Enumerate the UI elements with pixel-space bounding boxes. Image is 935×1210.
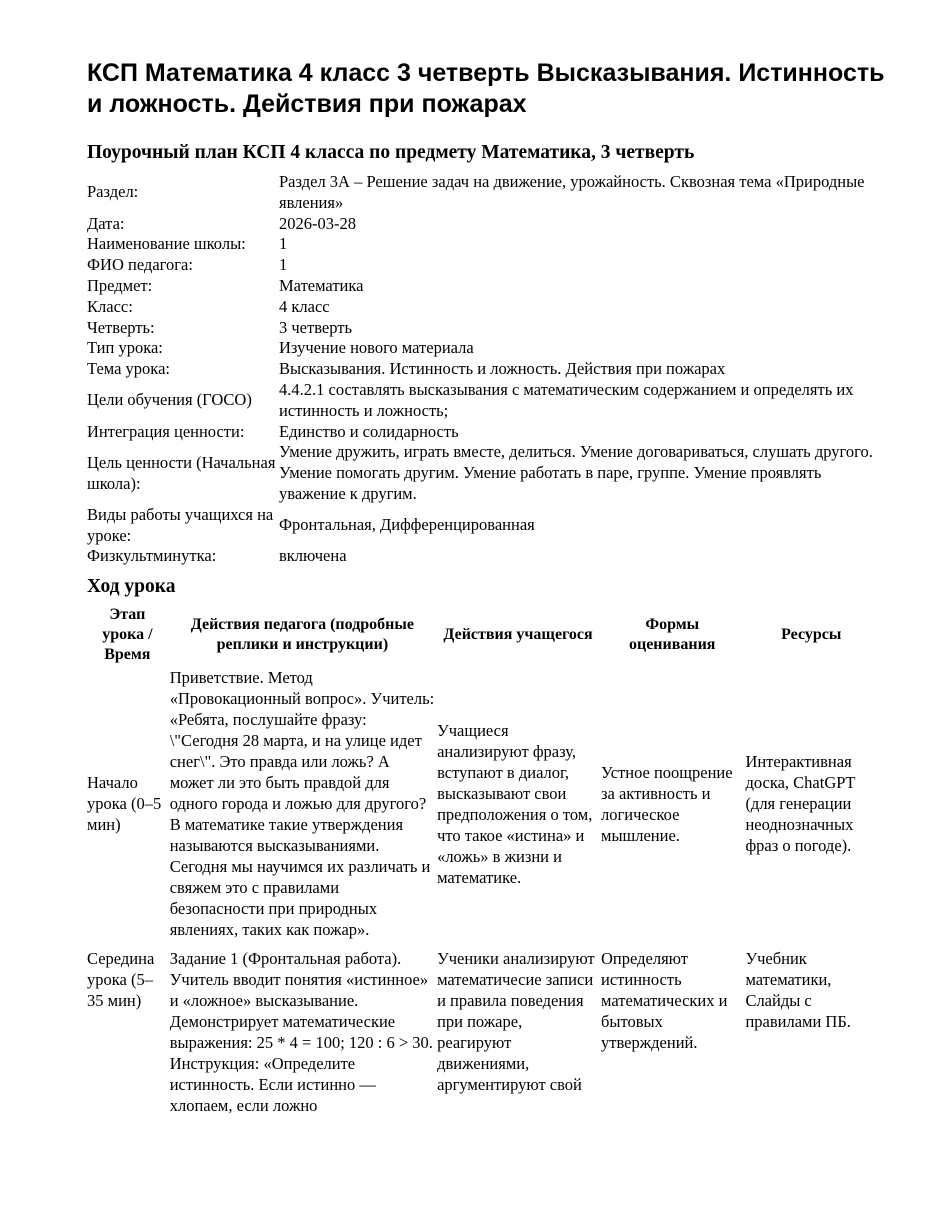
student-actions-cell: Ученики анализируют математичесие записи и правила поведения при пожаре, реагируют движениями, аргументируют свой — [437, 949, 595, 1095]
info-label: Цель ценности (Начальная школа): — [87, 452, 276, 493]
info-value: Умение дружить, играть вместе, делиться. Умение договариваться, слушать другого. Умение помогать другим. Умение работать в паре, группе. Умение проявлять уважение к другим. — [279, 442, 873, 503]
info-label: Четверть: — [87, 317, 155, 337]
info-label: Класс: — [87, 296, 133, 316]
info-value: 3 четверть — [279, 317, 352, 337]
resources-cell: Учебник математики, Слайды с правилами ПБ. — [745, 949, 851, 1032]
info-row — [87, 338, 887, 359]
column-header-resources: Ресурсы — [781, 626, 842, 644]
info-label: Предмет: — [87, 275, 153, 295]
table-row — [87, 667, 879, 940]
info-label: Виды работы учащихся на уроке: — [87, 504, 274, 545]
assessment-cell: Определяют истинность математических и бытовых утверждений. — [601, 949, 728, 1053]
info-label: Тема урока: — [87, 359, 170, 379]
info-value: Изучение нового материала — [279, 338, 474, 358]
info-row — [87, 422, 887, 443]
info-label: Дата: — [87, 213, 125, 233]
info-row — [87, 297, 887, 318]
info-label: ФИО педагога: — [87, 255, 193, 275]
lesson-flow-table — [87, 605, 879, 1116]
stage-cell: Середина урока (5–35 мин) — [87, 949, 155, 1011]
resources-cell: Интерактивная доска, ChatGPT (для генерации неоднозначных фраз о погоде). — [745, 752, 856, 856]
info-row — [87, 505, 887, 547]
info-row — [87, 255, 887, 276]
document-page — [87, 58, 887, 1116]
info-row — [87, 276, 887, 297]
info-value: Высказывания. Истинность и ложность. Действия при пожарах — [279, 359, 726, 379]
info-label: Тип урока: — [87, 338, 163, 358]
teacher-actions-cell: Задание 1 (Фронтальная работа). Учитель вводит понятия «истинное» и «ложное» высказывание. Демонстрирует математические выражения: 25 * 4 = 100; 120 : 6 > 30. Инструкция: «Определите истинность. Если истинно — хлопаем, если ложно — [169, 949, 433, 1116]
info-label: Цели обучения (ГОСО) — [87, 390, 252, 410]
info-row — [87, 442, 887, 504]
document-title: КСП Математика 4 класс 3 четверть Высказывания. Истинность и ложность. Действия при пожарах — [87, 59, 885, 118]
info-row — [87, 380, 887, 422]
info-value: Математика — [279, 275, 364, 295]
info-row — [87, 172, 887, 214]
info-value: включена — [279, 546, 347, 566]
student-actions-cell: Учащиеся анализируют фразу, вступают в диалог, высказывают свои предположения о том, что такое «истина» и «ложь» в жизни и математике. — [437, 720, 593, 887]
column-header-assessment: Формы оценивания — [628, 616, 716, 654]
info-value: 1 — [279, 255, 288, 275]
info-value: Единство и солидарность — [279, 421, 459, 441]
info-value: Раздел 3А – Решение задач на движение, урожайность. Сквозная тема «Природные явления» — [279, 172, 865, 212]
info-value: Фронтальная, Дифференцированная — [279, 515, 535, 535]
info-value: 1 — [279, 234, 288, 254]
column-header-student-actions: Действия учащегося — [443, 626, 593, 644]
column-header-stage: Этап урока / Время — [102, 606, 153, 664]
info-row — [87, 234, 887, 255]
assessment-cell: Устное поощрение за активность и логическое мышление. — [601, 762, 733, 845]
teacher-actions-cell: Приветствие. Метод «Провокационный вопрос». Учитель: «Ребята, послушайте фразу: \"Сегодня 28 марта, и на улице идет снег\". Это правда или ложь? А может ли это быть правдой для одного города и ложью для другого? В математике такие утверждения называются высказываниями. Сегодня мы научимся их различать и свяжем это с правилами безопасности при природных явлениях, таких как пожар». — [169, 668, 435, 940]
info-row — [87, 546, 887, 567]
plan-subtitle: Поурочный план КСП 4 класса по предмету Математика, 3 четверть — [87, 142, 695, 163]
info-value: 2026-03-28 — [279, 213, 356, 233]
info-label: Наименование школы: — [87, 234, 246, 254]
info-row — [87, 359, 887, 380]
info-row — [87, 214, 887, 235]
table-header-row — [87, 605, 879, 667]
info-label: Интеграция ценности: — [87, 421, 245, 441]
info-value: 4 класс — [279, 296, 330, 316]
stage-cell: Начало урока (0–5 мин) — [87, 773, 162, 835]
info-row — [87, 318, 887, 339]
table-row — [87, 940, 879, 1116]
info-label: Физкультминутка: — [87, 546, 217, 566]
lesson-info-table — [87, 172, 887, 567]
info-label: Раздел: — [87, 182, 139, 202]
info-value: 4.4.2.1 составлять высказывания с математическим содержанием и определять их истинность и ложность; — [279, 379, 854, 420]
lesson-flow-heading: Ход урока — [87, 576, 176, 598]
column-header-teacher-actions: Действия педагога (подробные реплики и инструкции) — [190, 616, 414, 654]
